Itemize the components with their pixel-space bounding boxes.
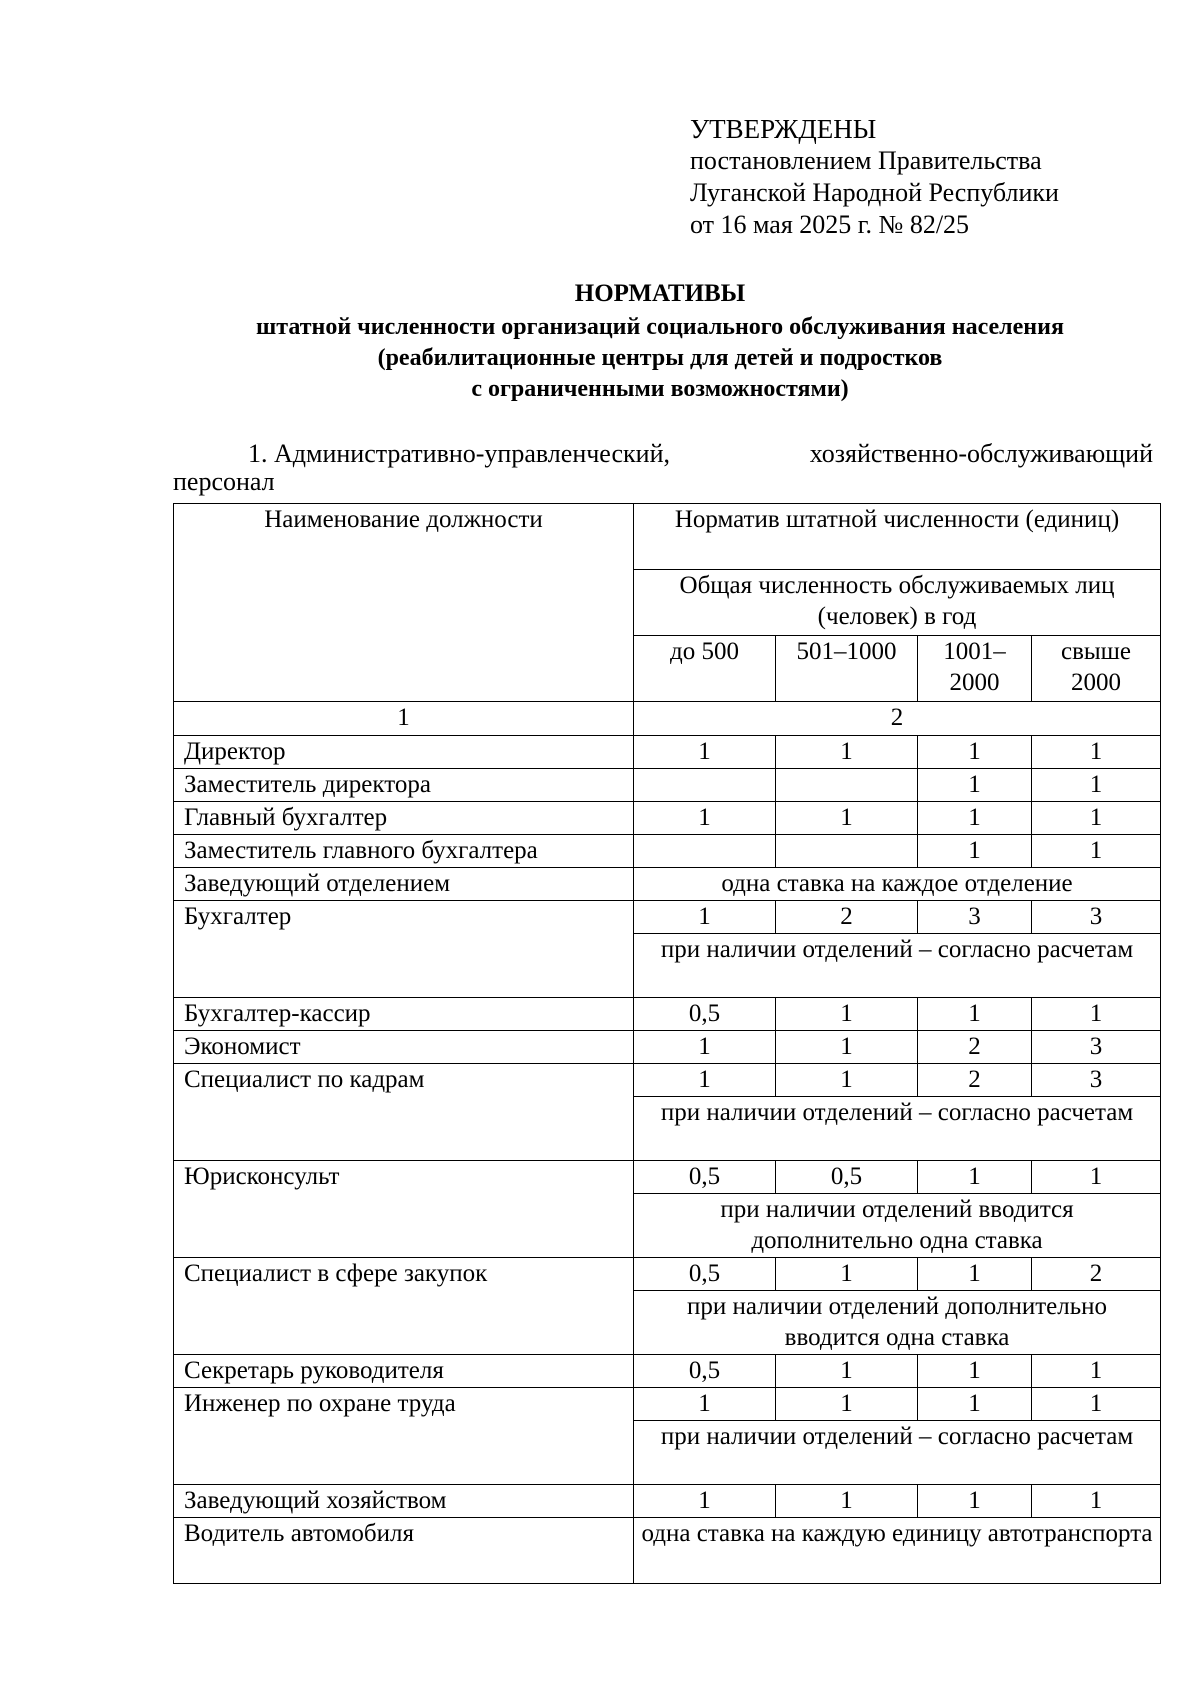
norm-value: 1 (776, 1485, 918, 1518)
table-row (174, 1031, 1161, 1064)
position-name: Бухгалтер (174, 901, 634, 998)
header-col-501-1000: 501–1000 (776, 636, 918, 702)
table-row (174, 835, 1161, 868)
norm-value: 1 (634, 901, 776, 934)
table-row (174, 1485, 1161, 1518)
norm-note: при наличии отделений – согласно расчетам (634, 1421, 1161, 1485)
norm-value: 1 (918, 998, 1032, 1031)
norm-value (634, 835, 776, 868)
position-name: Директор (174, 736, 634, 769)
table-row (174, 1258, 1161, 1291)
position-name: Специалист по кадрам (174, 1064, 634, 1161)
approval-block (690, 113, 1059, 241)
position-name: Водитель автомобиля (174, 1518, 634, 1584)
norm-value: 1 (634, 736, 776, 769)
section-number: 1. (248, 439, 268, 468)
norm-value: 2 (1032, 1258, 1161, 1291)
norm-value: 0,5 (776, 1161, 918, 1194)
norm-value: 1 (918, 1485, 1032, 1518)
table-row (174, 1518, 1161, 1584)
position-name: Главный бухгалтер (174, 802, 634, 835)
header-colnum-2: 2 (634, 702, 1161, 736)
norm-value: 1 (1032, 1485, 1161, 1518)
norm-span-note: одна ставка на каждую единицу автотранспорта (634, 1518, 1161, 1584)
norm-value: 1 (776, 802, 918, 835)
position-name: Заведующий хозяйством (174, 1485, 634, 1518)
norm-value: 1 (918, 1161, 1032, 1194)
position-name: Заведующий отделением (174, 868, 634, 901)
norm-value (776, 769, 918, 802)
table-row (174, 736, 1161, 769)
norm-note: при наличии отделений дополнительно вводится одна ставка (634, 1291, 1161, 1355)
norm-value: 1 (918, 802, 1032, 835)
norm-value: 0,5 (634, 998, 776, 1031)
norm-value: 2 (918, 1064, 1032, 1097)
norm-value: 1 (1032, 736, 1161, 769)
norm-value (634, 769, 776, 802)
approval-heading: УТВЕРЖДЕНЫ (690, 114, 877, 144)
table-row (174, 1161, 1161, 1194)
norm-value: 1 (1032, 802, 1161, 835)
norm-value: 1 (776, 998, 918, 1031)
approval-line: Луганской Народной Республики (690, 178, 1059, 207)
norm-note: при наличии отделений вводится дополнительно одна ставка (634, 1194, 1161, 1258)
table-row (174, 1355, 1161, 1388)
position-name: Экономист (174, 1031, 634, 1064)
position-name: Заместитель главного бухгалтера (174, 835, 634, 868)
norm-value: 1 (776, 1355, 918, 1388)
norm-value: 1 (918, 769, 1032, 802)
norm-value: 3 (1032, 1064, 1161, 1097)
table-row (174, 1064, 1161, 1097)
title-line: (реабилитационные центры для детей и подростков (377, 345, 943, 371)
document-title (180, 278, 1140, 405)
norm-value: 1 (634, 1031, 776, 1064)
norm-value: 1 (918, 835, 1032, 868)
norm-value: 1 (776, 1388, 918, 1421)
norm-value: 1 (634, 1388, 776, 1421)
norm-value: 1 (634, 1064, 776, 1097)
header-col-over2000: свыше 2000 (1032, 636, 1161, 702)
section-text-part: хозяйственно-обслуживающий (809, 439, 1153, 468)
norm-value: 3 (918, 901, 1032, 934)
norm-value: 0,5 (634, 1258, 776, 1291)
norm-value: 2 (918, 1031, 1032, 1064)
norm-value: 3 (1032, 901, 1161, 934)
position-name: Бухгалтер-кассир (174, 998, 634, 1031)
header-colnum-1: 1 (174, 702, 634, 736)
table-row (174, 1388, 1161, 1421)
norm-value: 1 (634, 1485, 776, 1518)
position-name: Секретарь руководителя (174, 1355, 634, 1388)
position-name: Инженер по охране труда (174, 1388, 634, 1485)
header-position: Наименование должности (174, 504, 634, 702)
norm-value: 1 (776, 1064, 918, 1097)
table-row (174, 998, 1161, 1031)
table-row (174, 802, 1161, 835)
norm-span-note: одна ставка на каждое отделение (634, 868, 1161, 901)
table-row (174, 769, 1161, 802)
norm-value: 1 (1032, 835, 1161, 868)
norm-value: 1 (918, 1258, 1032, 1291)
approval-line: от 16 мая 2025 г. № 82/25 (690, 210, 970, 239)
norm-value: 1 (776, 736, 918, 769)
position-name: Специалист в сфере закупок (174, 1258, 634, 1355)
norm-value (776, 835, 918, 868)
position-name: Юрисконсульт (174, 1161, 634, 1258)
norm-note: при наличии отделений – согласно расчетам (634, 934, 1161, 998)
staffing-norms-table (173, 503, 1161, 1584)
table-row (174, 901, 1161, 934)
norm-value: 1 (918, 1388, 1032, 1421)
norm-value: 0,5 (634, 1161, 776, 1194)
norm-value: 1 (634, 802, 776, 835)
norm-value: 1 (918, 1355, 1032, 1388)
norm-value: 3 (1032, 1031, 1161, 1064)
header-norm: Норматив штатной численности (единиц) (634, 504, 1161, 570)
norm-value: 1 (918, 736, 1032, 769)
title-line: штатной численности организаций социального обслуживания населения (256, 314, 1064, 340)
norm-value: 0,5 (634, 1355, 776, 1388)
section-text-part: Административно-управленческий, (274, 439, 670, 468)
approval-line: постановлением Правительства (690, 146, 1042, 175)
section-text-part: персонал (173, 467, 275, 496)
norm-note: при наличии отделений – согласно расчетам (634, 1097, 1161, 1161)
position-name: Заместитель директора (174, 769, 634, 802)
norm-value: 1 (1032, 1161, 1161, 1194)
norm-value: 2 (776, 901, 918, 934)
norm-value: 1 (776, 1258, 918, 1291)
table-row (174, 868, 1161, 901)
title-line: с ограниченными возможностями) (471, 376, 849, 402)
header-col-1001-2000: 1001–2000 (918, 636, 1032, 702)
norm-value: 1 (776, 1031, 918, 1064)
section-heading (173, 438, 1153, 498)
norm-value: 1 (1032, 1355, 1161, 1388)
header-population: Общая численность обслуживаемых лиц (человек) в год (634, 570, 1161, 636)
title-main: НОРМАТИВЫ (574, 280, 746, 307)
norm-value: 1 (1032, 1388, 1161, 1421)
header-col-upto500: до 500 (634, 636, 776, 702)
norm-value: 1 (1032, 998, 1161, 1031)
norm-value: 1 (1032, 769, 1161, 802)
